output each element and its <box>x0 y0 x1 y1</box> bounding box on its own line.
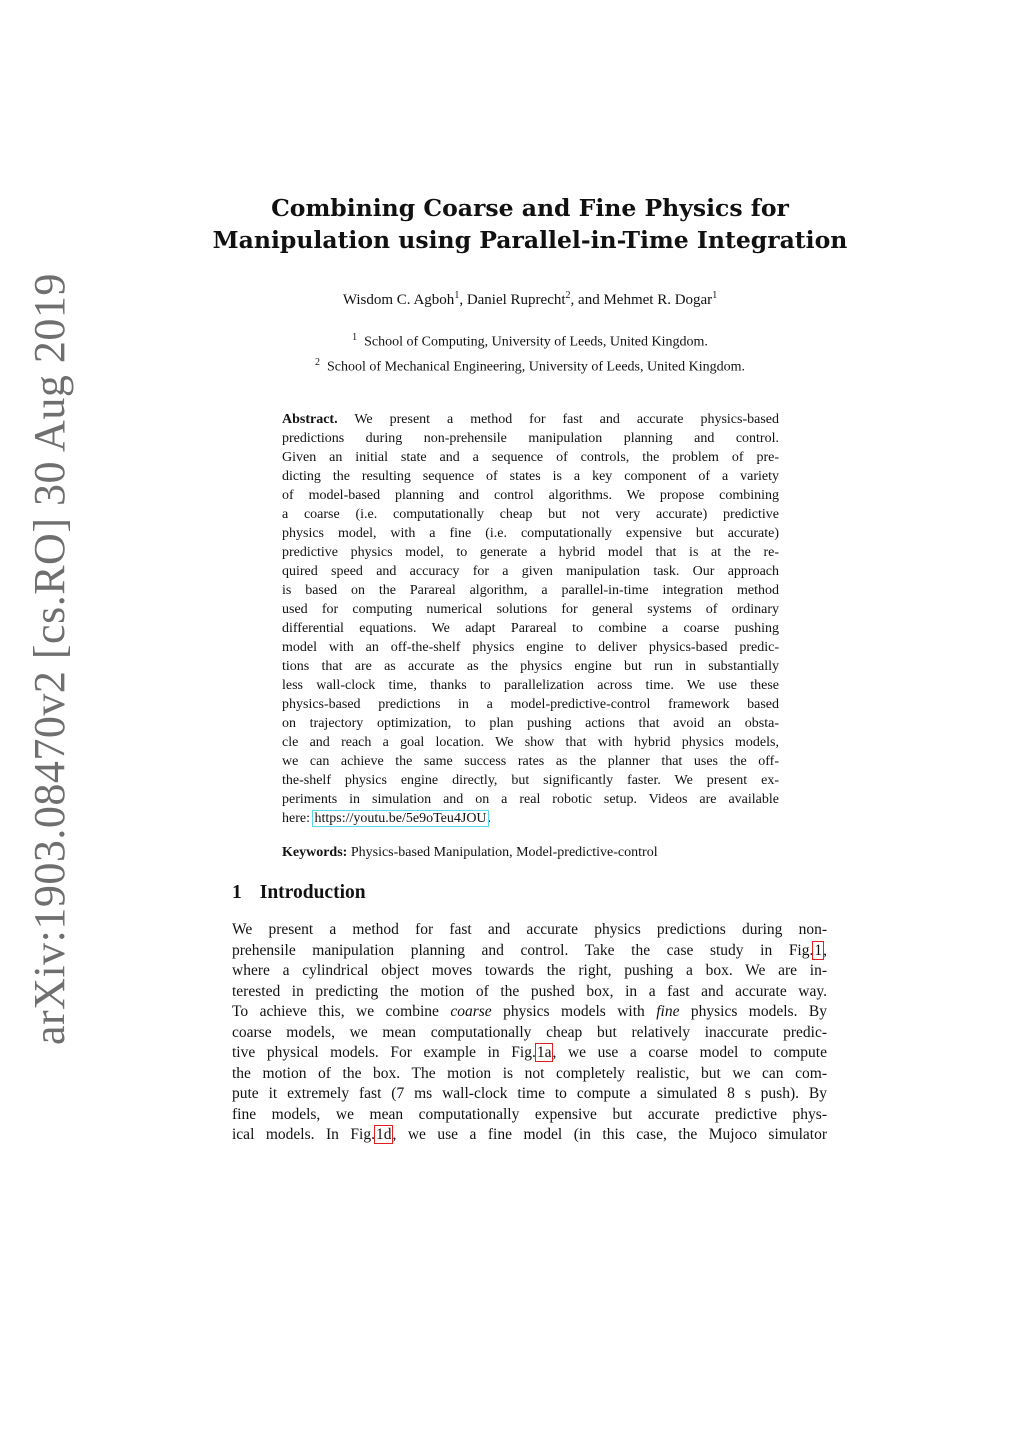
author-affil-mark: 1 <box>454 290 460 301</box>
author-separator: , and <box>570 292 604 308</box>
affiliation-mark: 2 <box>315 356 321 368</box>
keywords-text: Physics-based Manipulation, Model-predictive-control <box>347 845 658 860</box>
body-line <box>232 1002 827 1023</box>
section-heading <box>232 882 366 904</box>
title-line-2: Manipulation using Parallel-in-Time Integration <box>212 226 848 254</box>
body-line <box>232 1043 827 1064</box>
abstract-line <box>282 410 779 429</box>
abstract-line: cle and reach a goal location. We show that with hybrid physics models, <box>282 735 779 750</box>
abstract-line: is based on the Parareal algorithm, a parallel-in-time integration method <box>282 583 779 598</box>
figure-reference-link[interactable]: 1a <box>536 1044 552 1061</box>
video-link[interactable]: https://youtu.be/5e9oTeu4JOU <box>314 811 487 826</box>
emphasis: coarse <box>450 1003 492 1020</box>
body-text: To achieve this, we combine <box>232 1003 451 1020</box>
abstract-label: Abstract. <box>282 412 338 427</box>
body-text: , we use a fine model (in this case, the Mujoco simulator <box>392 1126 827 1143</box>
author-separator: , <box>459 292 467 308</box>
keywords <box>282 843 779 862</box>
abstract-line: quired speed and accuracy for a given manipulation task. Our approach <box>282 564 779 579</box>
figure-reference-link[interactable]: 1 <box>814 941 823 959</box>
emphasis: fine <box>656 1003 680 1020</box>
body-line: where a cylindrical object moves towards the right, pushing a box. We are in- <box>232 962 827 979</box>
author-name: Wisdom C. Agboh <box>342 292 455 308</box>
abstract-line: Given an initial state and a sequence of controls, the problem of pre- <box>282 450 779 465</box>
body-line <box>232 941 827 962</box>
abstract-line: used for computing numerical solutions for general systems of ordinary <box>282 602 779 617</box>
body-text: , we use a coarse model to compute <box>552 1044 827 1061</box>
body-text: physics models. By <box>679 1003 827 1020</box>
section-number: 1 <box>232 882 242 903</box>
abstract-line: dicting the resulting sequence of states is a key component of a variety <box>282 469 779 484</box>
author-name: Mehmet R. Dogar <box>603 292 713 308</box>
section-title: Introduction <box>259 882 366 903</box>
body-line: pute it extremely fast (7 ms wall-clock time to compute a simulated 8 s push). By <box>232 1085 827 1102</box>
body-line <box>232 1125 827 1146</box>
abstract-text: here: <box>282 811 314 826</box>
author-affil-mark: 1 <box>712 290 718 301</box>
introduction-body <box>232 920 827 1146</box>
affiliation-mark: 1 <box>352 332 358 343</box>
body-line: the motion of the box. The motion is not completely realistic, but we can com- <box>232 1064 827 1082</box>
abstract-line: on trajectory optimization, to plan pushing actions that avoid an obsta- <box>282 716 779 731</box>
abstract-line: we can achieve the same success rates as the planner that uses the off- <box>282 754 779 769</box>
affiliation-text: School of Computing, University of Leeds, United Kingdom. <box>364 334 708 350</box>
abstract <box>282 410 779 828</box>
author-list <box>200 290 860 309</box>
paper-title <box>200 192 860 256</box>
author-name: Daniel Ruprecht <box>466 292 566 308</box>
body-text: , <box>823 941 827 959</box>
body-text: ical models. In Fig. <box>232 1126 375 1143</box>
abstract-line: differential equations. We adapt Parareal to combine a coarse pushing <box>282 621 779 636</box>
abstract-text: . <box>487 811 492 826</box>
abstract-line: model with an off-the-shelf physics engine to deliver physics-based predic- <box>282 640 779 655</box>
abstract-line: tions that are as accurate as the physics engine but run in substantially <box>282 659 779 674</box>
affiliation-line <box>200 328 860 353</box>
title-line-1: Combining Coarse and Fine Physics for <box>271 194 789 222</box>
body-line: terested in predicting the motion of the pushed box, in a fast and accurate way. <box>232 982 827 1000</box>
abstract-line: the-shelf physics engine directly, but significantly faster. We present ex- <box>282 773 779 788</box>
author-affil-mark: 2 <box>565 290 571 301</box>
arxiv-identifier-stamp: arXiv:1903.08470v2 [cs.RO] 30 Aug 2019 <box>25 273 74 1045</box>
abstract-line: less wall-clock time, thanks to parallelization across time. We use these <box>282 678 779 693</box>
abstract-line: predictions during non-prehensile manipulation planning and control. <box>282 431 779 446</box>
abstract-line: a coarse (i.e. computationally cheap but not very accurate) predictive <box>282 507 779 522</box>
abstract-text: We present a method for fast and accurate physics-based <box>337 412 779 427</box>
body-text: tive physical models. For example in Fig. <box>232 1044 536 1061</box>
body-line: coarse models, we mean computationally cheap but relatively inaccurate predic- <box>232 1023 827 1041</box>
affiliation-line <box>200 353 860 378</box>
abstract-line: periments in simulation and on a real robotic setup. Videos are available <box>282 792 779 807</box>
keywords-label: Keywords: <box>282 845 348 860</box>
body-text: physics models with <box>491 1003 657 1020</box>
abstract-line: predictive physics model, to generate a hybrid model that is at the re- <box>282 545 779 560</box>
body-line: fine models, we mean computationally expensive but accurate predictive phys- <box>232 1105 827 1123</box>
abstract-line: of model-based planning and control algorithms. We propose combining <box>282 488 779 503</box>
figure-reference-link[interactable]: 1d <box>375 1126 392 1143</box>
body-text: prehensile manipulation planning and control. Take the case study in Fig. <box>232 941 814 959</box>
abstract-line: physics model, with a fine (i.e. computationally expensive but accurate) <box>282 526 779 541</box>
affiliation-text: School of Mechanical Engineering, University of Leeds, United Kingdom. <box>327 359 745 375</box>
abstract-line: physics-based predictions in a model-predictive-control framework based <box>282 697 779 712</box>
abstract-line <box>282 809 779 828</box>
affiliations <box>200 328 860 377</box>
body-line: We present a method for fast and accurate physics predictions during non- <box>232 921 827 938</box>
